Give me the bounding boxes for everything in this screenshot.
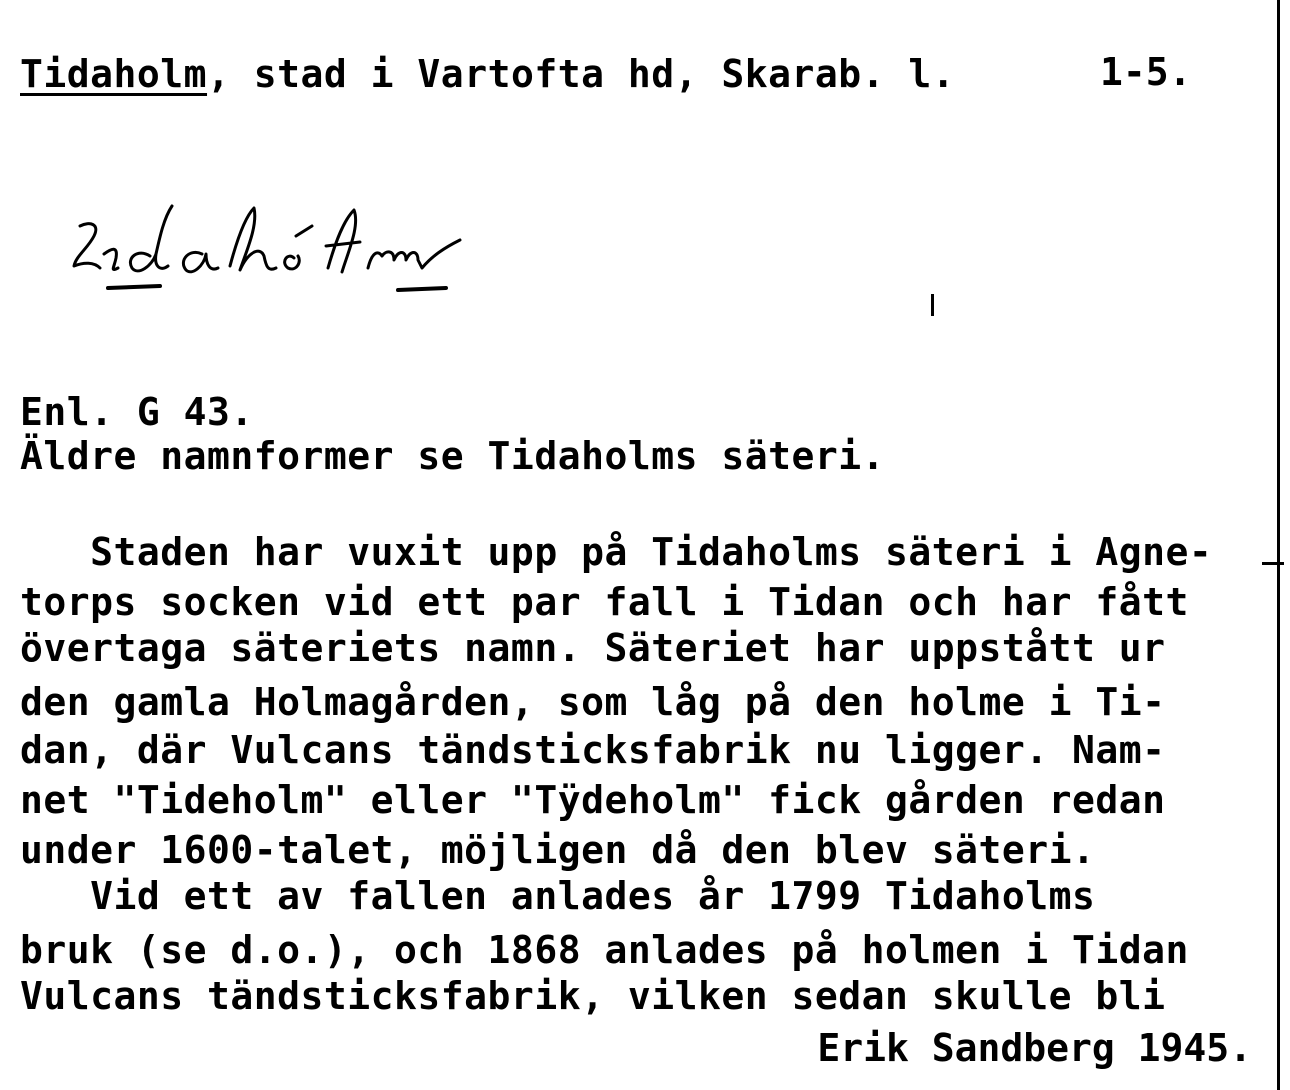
body-line: den gamla Holmagården, som låg på den holme i Ti- — [20, 680, 1166, 724]
body-line: dan, där Vulcans tändsticksfabrik nu ligger. Nam- — [20, 728, 1166, 772]
card-right-border — [1277, 0, 1280, 1090]
older-forms-line: Äldre namnformer se Tidaholms säteri. — [20, 434, 885, 478]
body-line: bruk (se d.o.), och 1868 anlades på holmen i Tidan — [20, 928, 1189, 972]
handwriting-signature — [60, 196, 580, 306]
body-line: net "Tideholm" eller "Tÿdeholm" fick gården redan — [20, 778, 1166, 822]
edge-tick-mark — [1262, 562, 1284, 565]
card-header — [20, 52, 955, 96]
author-signature: Erik Sandberg 1945. — [817, 1026, 1252, 1070]
body-line: Staden har vuxit upp på Tidaholms säteri i Agne- — [20, 530, 1213, 574]
handwritten-name — [60, 196, 580, 306]
header-location: , stad i Vartofta hd, Skarab. l. — [207, 52, 956, 96]
card-number: 1-5. — [1100, 50, 1192, 94]
body-line: torps socken vid ett par fall i Tidan och har fått — [20, 580, 1189, 624]
place-name: Tidaholm — [20, 52, 208, 96]
body-line: under 1600-talet, möjligen då den blev säteri. — [20, 828, 1096, 872]
body-line: Vid ett av fallen anlades år 1799 Tidaholms — [20, 874, 1096, 918]
body-line: Vulcans tändsticksfabrik, vilken sedan skulle bli — [20, 974, 1166, 1018]
body-line: övertaga säteriets namn. Säteriet har uppstått ur — [20, 626, 1166, 670]
reference-line: Enl. G 43. — [20, 390, 254, 434]
stray-mark — [931, 294, 934, 316]
